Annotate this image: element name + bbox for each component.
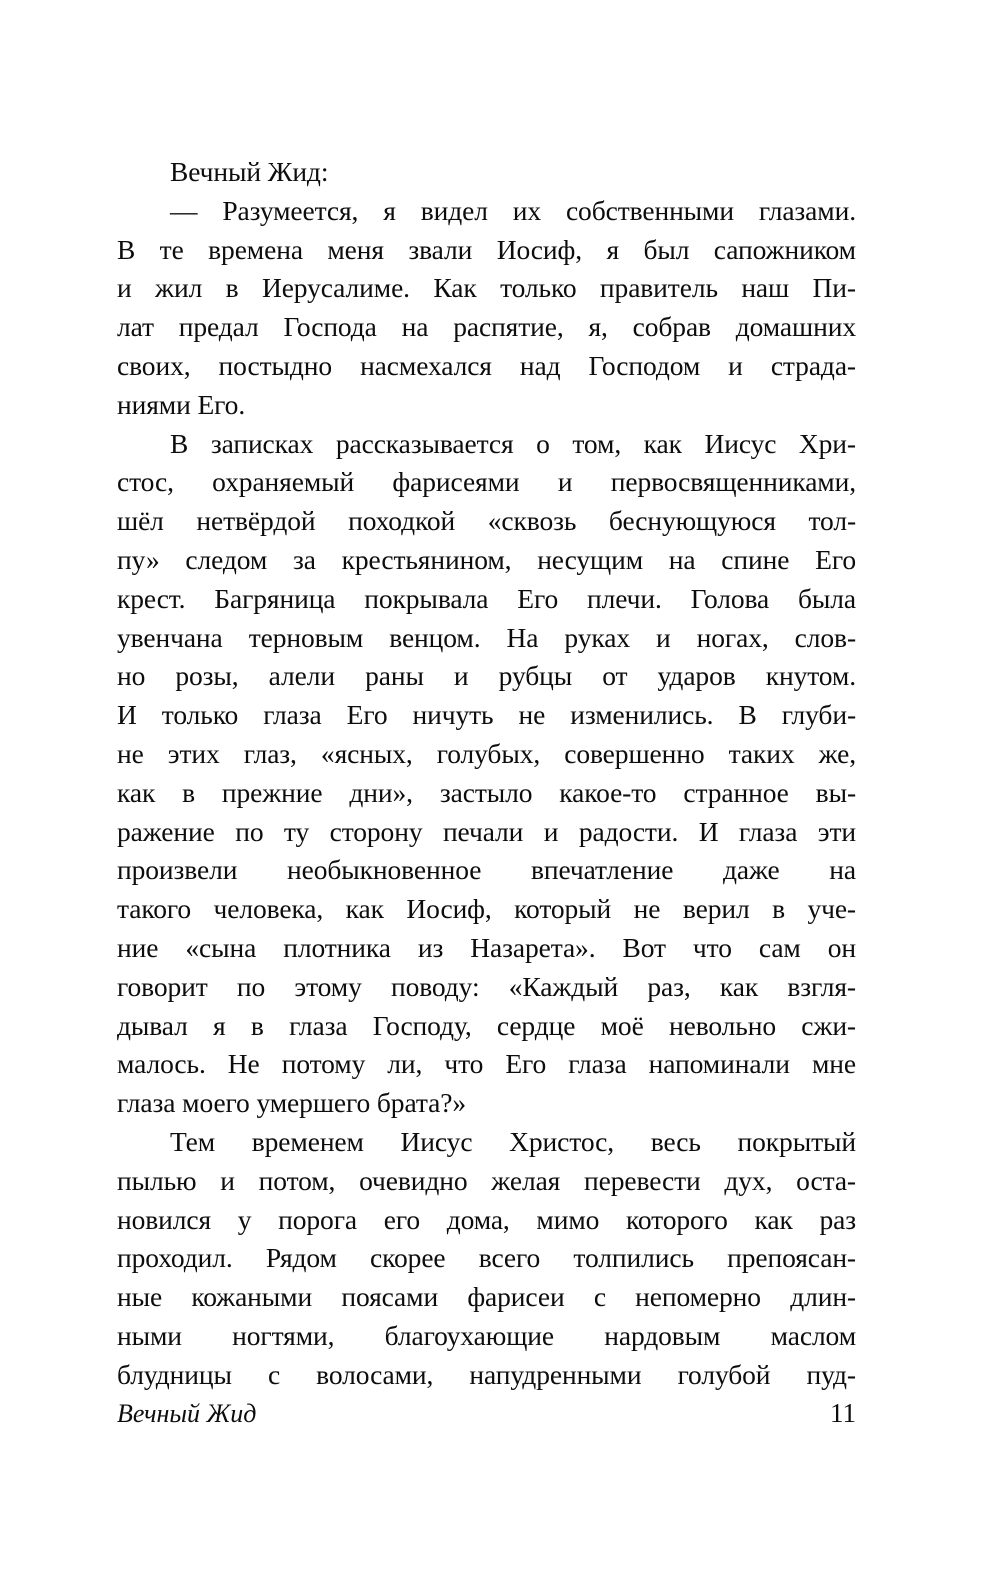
text-line: стос, охраняемый фарисеями и первосвященниками, [117,466,856,498]
text-line: как в прежние дни», застыло какое-то странное вы- [117,776,856,808]
text-line: ные кожаными поясами фарисеи с непомерно длин- [117,1281,856,1313]
text-line: В те времена меня звали Иосиф, я был сапожником [117,233,856,265]
text-line: и жил в Иерусалиме. Как только правитель наш Пи- [117,272,856,304]
text-line: проходил. Рядом скорее всего толпились препоясан- [117,1242,856,1274]
text-line: глаза моего умершего брата?» [117,1087,466,1119]
text-line: ниями Его. [117,388,246,420]
text-line: ными ногтями, благоухающие нардовым маслом [117,1319,856,1351]
text-line: Тем временем Иисус Христос, весь покрытый [170,1125,856,1157]
text-line: — Разумеется, я видел их собственными глазами. [170,194,856,226]
body-text [117,153,856,1395]
text-line: Вечный Жид: [170,156,329,187]
text-line: но розы, алели раны и рубцы от ударов кнутом. [117,660,856,692]
text-line: дывал я в глаза Господу, сердце моё невольно сжи- [117,1009,856,1041]
text-line: ние «сына плотника из Назарета». Вот что сам он [117,931,856,963]
text-line: говорит по этому поводу: «Каждый раз, как взгля- [117,970,856,1002]
text-line: лат предал Господа на распятие, я, собрав домашних [117,311,856,343]
page-number: 11 [830,1398,856,1428]
text-line: не этих глаз, «ясных, голубых, совершенно таких же, [117,737,856,769]
text-line: малось. Не потому ли, что Его глаза напоминали мне [117,1048,856,1080]
text-line: новился у порога его дома, мимо которого как раз [117,1203,856,1235]
text-line: В записках рассказывается о том, как Иисус Хри- [170,427,856,459]
text-line: пылью и потом, очевидно желая перевести дух, оста- [117,1164,856,1196]
text-line: такого человека, как Иосиф, который не верил в уче- [117,893,856,925]
text-line: крест. Багряница покрывала Его плечи. Голова была [117,582,856,614]
text-line: блудницы с волосами, напудренными голубой пуд- [117,1358,856,1390]
text-line: шёл нетвёрдой походкой «сквозь беснующуюся тол- [117,505,856,537]
text-line: ражение по ту сторону печали и радости. И глаза эти [117,815,856,847]
text-line: произвели необыкновенное впечатление даже на [117,854,856,886]
text-line: увенчана терновым венцом. На руках и ногах, слов- [117,621,856,653]
text-line: своих, постыдно насмехался над Господом и страда- [117,349,856,381]
page-footer [117,1396,856,1431]
running-title: Вечный Жид [117,1399,257,1428]
text-line: И только глаза Его ничуть не изменились. В глуби- [117,699,856,731]
text-line: пу» следом за крестьянином, несущим на спине Его [117,543,856,575]
